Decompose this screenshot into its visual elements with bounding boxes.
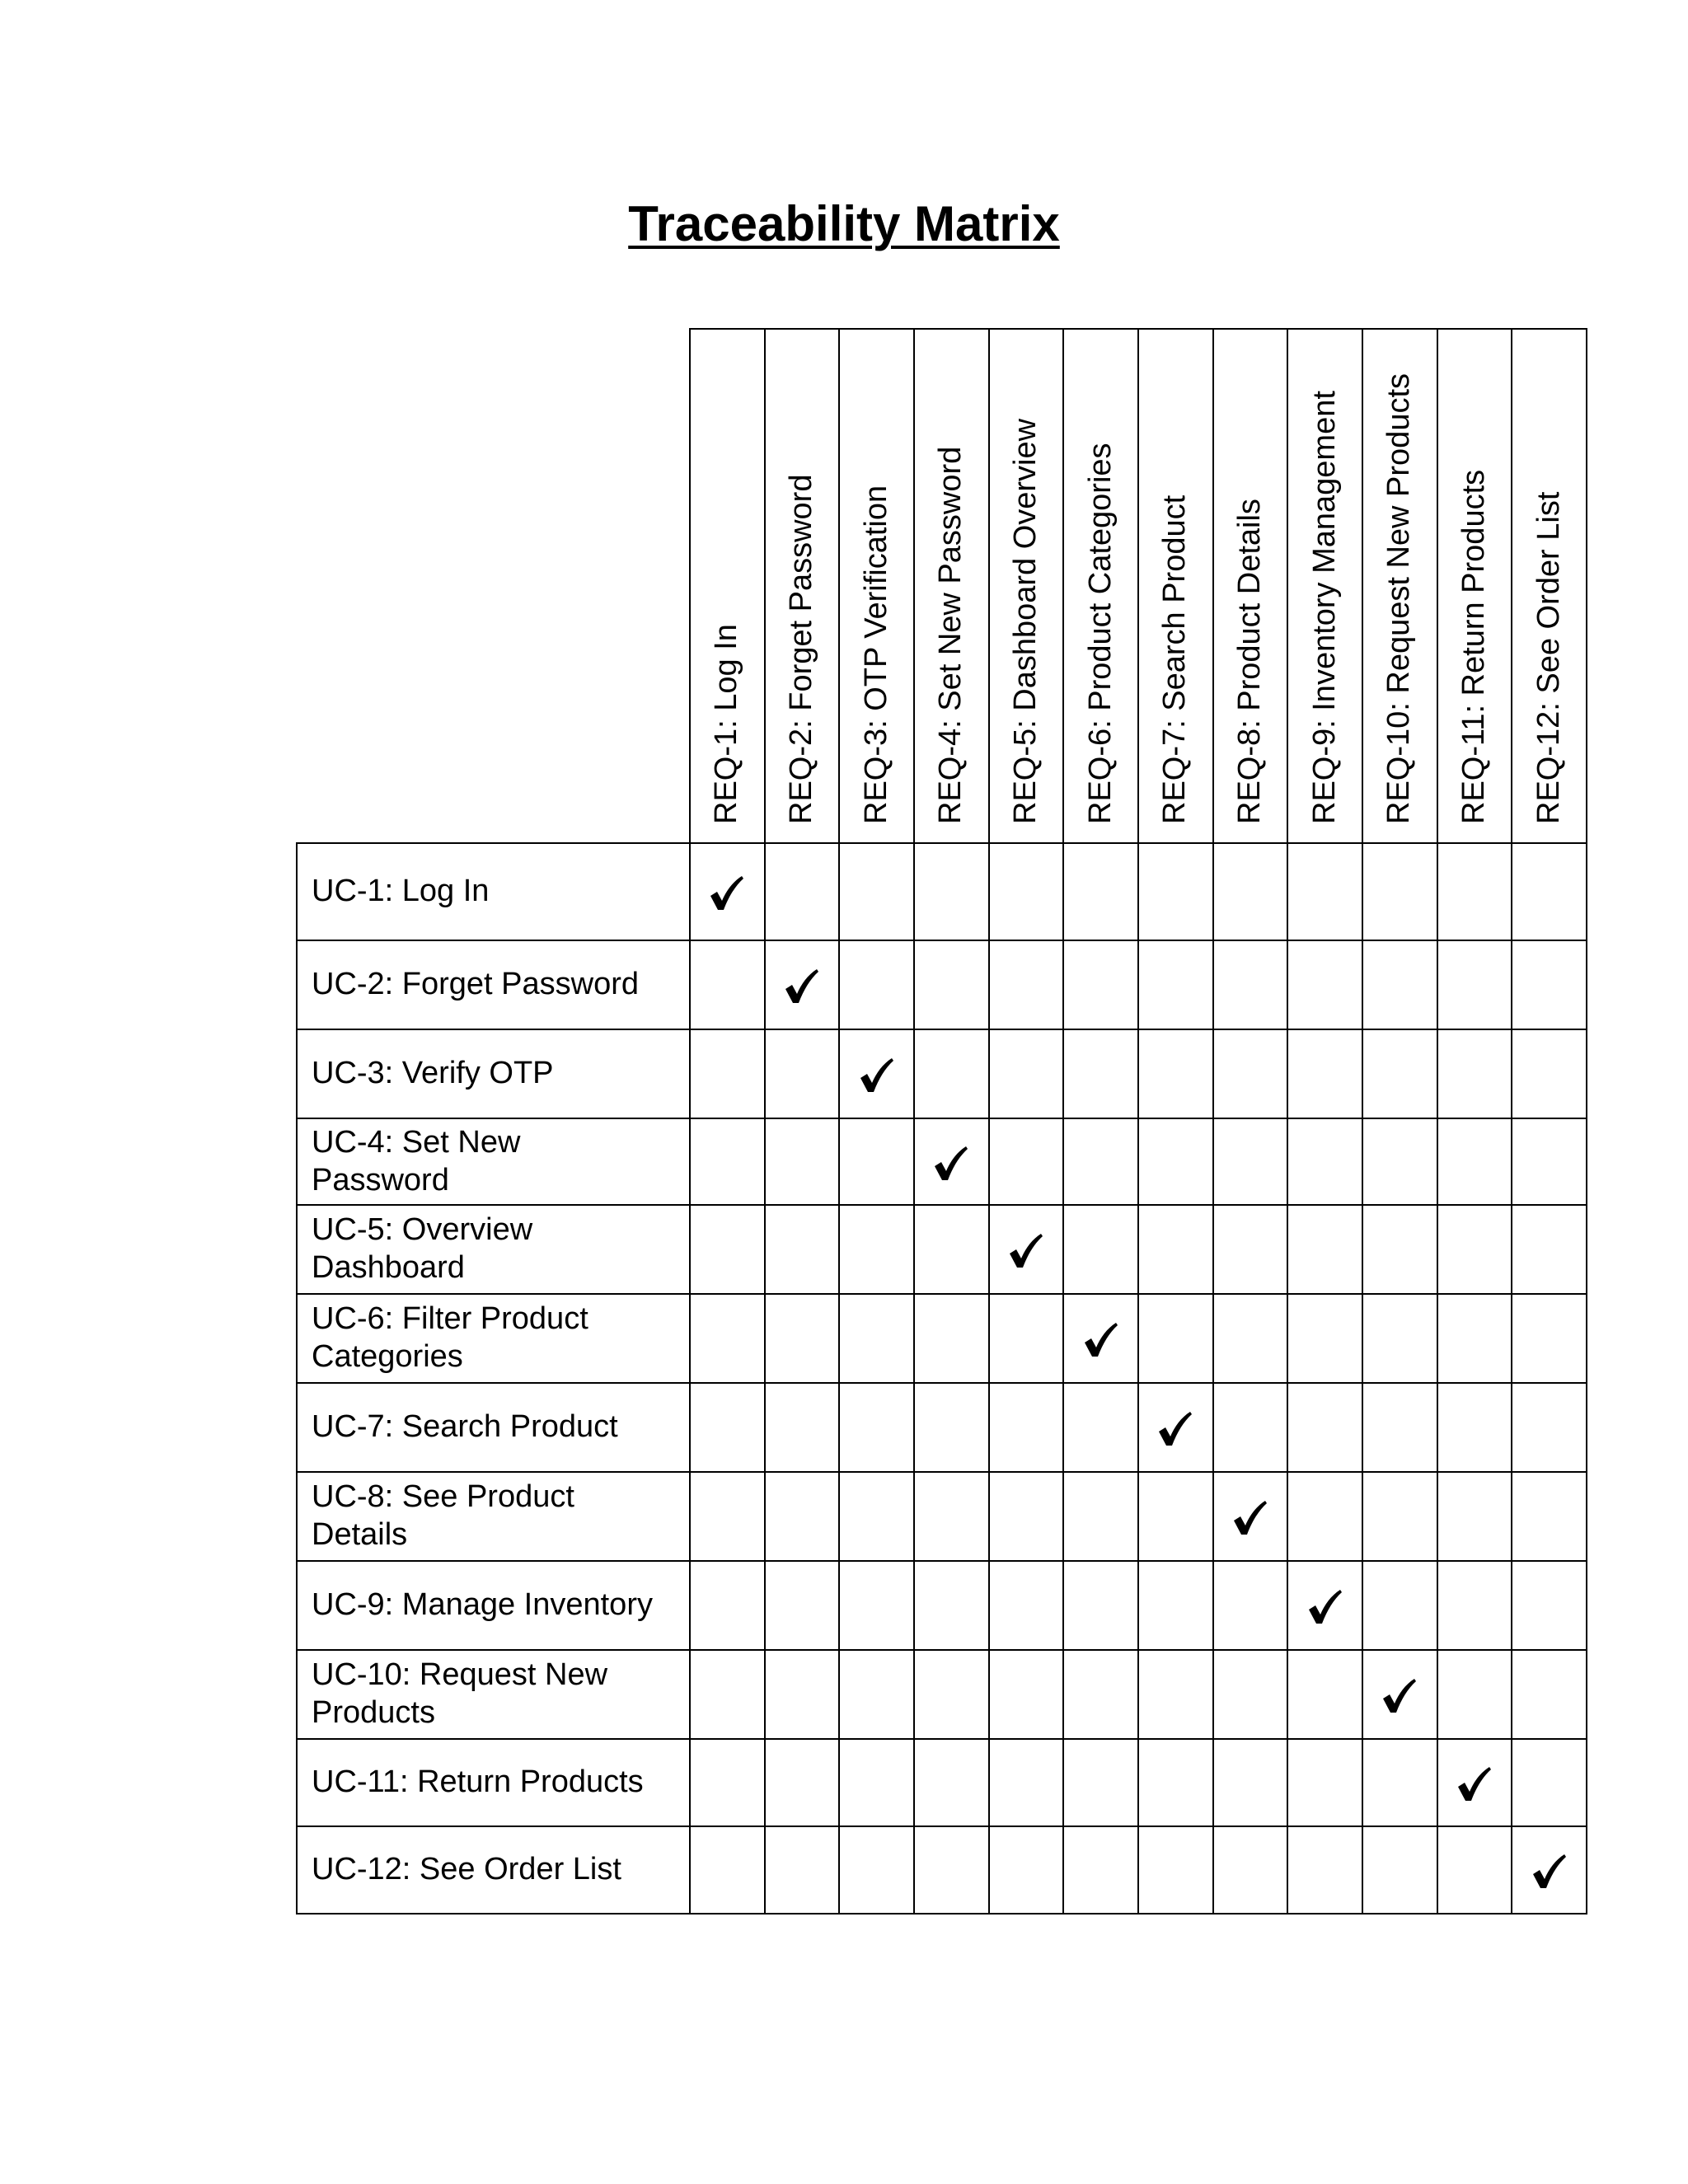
requirement-header: REQ-3: OTP Verification [858,485,893,824]
column-border [764,328,766,1915]
use-case-label-text [312,965,639,1003]
requirement-header: REQ-10: Request New Products [1381,373,1417,824]
check-mark-icon [1156,1409,1193,1449]
column-border [1212,328,1214,1915]
use-case-label [296,1560,689,1649]
requirement-header: REQ-12: See Order List [1531,491,1566,824]
use-case-label-text [312,1850,621,1888]
use-case-label-line: Details [312,1517,408,1552]
use-case-label-text [312,1054,554,1092]
requirement-header: REQ-2: Forget Password [784,474,818,824]
check-mark-icon [1082,1320,1118,1360]
use-case-label-line: UC-8: See Product [312,1479,574,1514]
use-case-label-text [312,1300,588,1376]
use-case-label [296,1825,689,1913]
use-case-label [296,1738,689,1825]
column-border [1511,328,1512,1915]
use-case-label-line: Password [312,1162,449,1197]
column-border [689,328,691,1915]
use-case-label [296,1293,689,1382]
use-case-label [296,1204,689,1293]
check-mark-icon [1456,1765,1492,1804]
use-case-label [296,1649,689,1738]
column-border [913,328,915,1915]
use-case-label [296,940,689,1029]
column-border [1062,328,1064,1915]
requirement-header: REQ-11: Return Products [1456,469,1492,824]
page-title-text: Traceability Matrix [628,196,1060,251]
use-case-label-line: UC-10: Request New [312,1657,608,1692]
check-mark-icon [708,874,744,913]
use-case-label [296,1382,689,1471]
column-border [988,328,990,1915]
check-mark-icon [1531,1852,1567,1891]
column-border [1437,328,1438,1915]
requirement-header: REQ-6: Product Categories [1082,443,1118,824]
use-case-label-text [312,872,489,910]
use-case-label-line: UC-5: Overview [312,1212,533,1247]
check-mark-icon [1231,1498,1268,1538]
use-case-label [296,1029,689,1118]
requirement-header: REQ-9: Inventory Management [1306,391,1342,824]
row-border [296,1913,1587,1915]
use-case-label-line: UC-12: See Order List [312,1852,621,1886]
use-case-label-text [312,1408,618,1446]
column-border [1137,328,1139,1915]
use-case-label-text [312,1478,574,1554]
use-case-label-line: UC-6: Filter Product [312,1301,588,1336]
use-case-label-line: Products [312,1695,435,1730]
use-case-label-text [312,1211,532,1286]
use-case-label [296,1118,689,1204]
requirement-header: REQ-5: Dashboard Overview [1008,418,1043,824]
requirement-header: REQ-8: Product Details [1232,499,1268,824]
use-case-label-line: UC-3: Verify OTP [312,1056,554,1090]
check-mark-icon [1381,1676,1417,1716]
use-case-label [296,842,689,940]
check-mark-icon [1007,1231,1043,1271]
use-case-label-line: Dashboard [312,1250,465,1285]
use-case-label-line: UC-2: Forget Password [312,967,640,1001]
use-case-label-line: UC-7: Search Product [312,1409,618,1444]
use-case-label-line: UC-9: Manage Inventory [312,1587,653,1622]
use-case-label-line: UC-1: Log In [312,874,490,908]
use-case-label-line: Categories [312,1339,463,1374]
check-mark-icon [783,967,819,1006]
use-case-label-text [312,1656,607,1732]
check-mark-icon [1306,1587,1343,1627]
requirement-header: REQ-7: Search Product [1157,494,1193,824]
requirement-header: REQ-1: Log In [709,624,744,824]
requirement-header: REQ-4: Set New Password [933,446,968,824]
column-border [1362,328,1363,1915]
use-case-label-text [312,1763,644,1801]
use-case-label-text [312,1123,520,1199]
check-mark-icon [932,1144,968,1183]
use-case-label-text [312,1586,653,1624]
use-case-label-line: UC-4: Set New [312,1124,521,1160]
use-case-label-line: UC-11: Return Products [312,1765,644,1799]
column-border [838,328,840,1915]
check-mark-icon [858,1056,894,1095]
column-border [1586,328,1587,1915]
column-border [1287,328,1288,1915]
use-case-label [296,1471,689,1560]
